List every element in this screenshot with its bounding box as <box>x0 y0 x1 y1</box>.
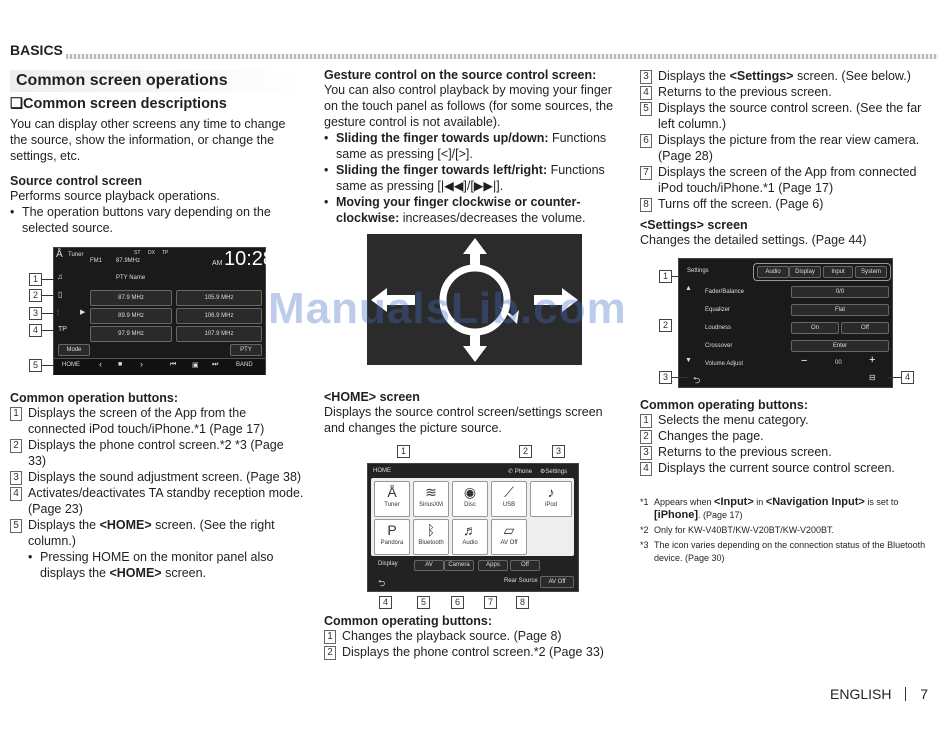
gesture-2: • Sliding the finger towards left/right: Functions same as pressing [|◀◀]/[▶▶|]. <box>324 162 624 194</box>
audio-icon: ♬ <box>463 522 477 538</box>
col3-op-3: 3 Returns to the previous screen. <box>640 444 938 460</box>
preset-1[interactable]: 87.9 MHz <box>90 290 172 306</box>
sound-icon[interactable]: ⫶ <box>57 308 59 317</box>
expand-arrow-icon[interactable]: ▶ <box>80 309 86 316</box>
ta-button[interactable]: TP <box>58 326 67 333</box>
col3-item-7: 7 Displays the screen of the App from connected iPod touch/iPhone.*1 (Page 17) <box>640 164 938 196</box>
col3-item-3: 3 Displays the <Settings> screen. (See below.) <box>640 68 938 84</box>
preset-3[interactable]: 97.9 MHz <box>90 326 172 342</box>
callout-line <box>672 276 680 277</box>
col3-op-4: 4 Displays the current source control screen. <box>640 460 938 476</box>
col3-item-6: 6 Displays the picture from the rear view camera. (Page 28) <box>640 132 938 164</box>
source-control-screen <box>53 247 275 375</box>
settings-desc: Changes the detailed settings. (Page 44) <box>640 233 867 247</box>
preset-4[interactable]: 105.9 MHz <box>176 290 262 306</box>
settings-callout-3: 3 <box>659 371 672 384</box>
home-desc: Displays the source control screen/settings screen and changes the picture source. <box>324 405 603 435</box>
col1-item-5: 5 Displays the <HOME> screen. (See the right column.) <box>10 517 305 549</box>
source-control-desc: Performs source playback operations. <box>10 189 220 203</box>
tuner-icon: Å <box>387 484 397 500</box>
col1-item-1: 1 Displays the screen of the App from the connected iPod touch/iPhone.*1 (Page 17) <box>10 405 305 437</box>
source-control-bullet: • The operation buttons vary depending on the selected source. <box>10 204 305 236</box>
tab-audio[interactable]: Audio <box>757 266 789 278</box>
apps-button[interactable]: Apps <box>478 560 508 571</box>
callout-line <box>42 330 54 331</box>
intro-text: You can display other screens any time to change the source, show the information, or change the settings, etc. <box>10 117 286 163</box>
prev-icon[interactable]: ‹ <box>99 359 102 369</box>
tab-input[interactable]: Input <box>823 266 853 278</box>
av-button[interactable]: AV <box>414 560 444 571</box>
back-icon[interactable]: ⮌ <box>693 375 701 385</box>
pty-button[interactable]: PTY <box>230 344 262 356</box>
next-icon[interactable]: › <box>140 359 143 369</box>
callout-line <box>42 365 54 366</box>
ipod-icon: ♪ <box>547 484 555 500</box>
seek-back-icon[interactable]: ⏮ <box>170 361 177 368</box>
settings-title: <Settings> screen <box>640 218 748 232</box>
col2-buttons <box>324 614 624 660</box>
home-label: HOME <box>373 468 391 474</box>
footnotes <box>640 496 938 565</box>
col3-item-4: 4 Returns to the previous screen. <box>640 84 938 100</box>
col1-item-5-bullet: • Pressing HOME on the monitor panel also displays the <HOME> screen. <box>28 549 305 581</box>
home-button[interactable]: HOME <box>62 362 80 368</box>
tab-system[interactable]: System <box>855 266 887 278</box>
tab-display[interactable]: Display <box>789 266 821 278</box>
col1-buttons <box>10 391 305 581</box>
settings-screen <box>678 258 893 388</box>
callout-5: 5 <box>29 359 42 372</box>
pty-name: PTY Name <box>116 275 146 281</box>
equalizer-value[interactable]: Flat <box>791 304 889 316</box>
gesture-1: • Sliding the finger towards up/down: Functions same as pressing [<]/[>]. <box>324 130 624 162</box>
header-rule <box>66 54 938 59</box>
page-footer <box>830 686 940 702</box>
settings-callout-2: 2 <box>659 319 672 332</box>
callout-line <box>672 377 688 378</box>
source-audio[interactable]: ♬ Audio <box>452 519 488 555</box>
source-av-off[interactable]: ▱ AV Off <box>491 519 527 555</box>
row-volume: Volume Adjust <box>705 361 744 367</box>
gesture-3: • Moving your finger clockwise or counter-clockwise: increases/decreases the volume. <box>324 194 624 226</box>
home-callout-6: 6 <box>451 596 464 609</box>
col2-item-2: 2 Displays the phone control screen.*2 (Page 33) <box>324 644 624 660</box>
language-label: ENGLISH <box>830 686 892 702</box>
rear-av-off-button[interactable]: AV Off <box>540 576 574 588</box>
watermark: ManualsLib.com <box>268 284 627 333</box>
section-title: BASICS <box>10 42 63 58</box>
satellite-icon: ≋ <box>425 484 437 500</box>
off-button[interactable]: Off <box>510 560 540 571</box>
phone-icon: ✆ <box>508 469 514 475</box>
indicator-tp: TP <box>162 250 169 256</box>
col1-item-2: 2 Displays the phone control screen.*2 *3 (Page 33) <box>10 437 305 469</box>
home-callout-2: 2 <box>519 445 532 458</box>
gesture-title: Gesture control on the source control screen: <box>324 68 597 82</box>
clock: 10:28 <box>224 248 275 270</box>
home-screen <box>367 463 579 592</box>
source-tuner[interactable]: Å Tuner <box>374 481 410 517</box>
tuner-icon: Å <box>56 249 63 260</box>
home-title: <HOME> screen <box>324 390 420 404</box>
footer-divider <box>905 687 906 701</box>
callout-1: 1 <box>29 273 42 286</box>
preset-6[interactable]: 107.9 MHz <box>176 326 262 342</box>
col2-item-1: 1 Changes the playback source. (Page 8) <box>324 628 624 644</box>
indicator-st: ST <box>134 250 141 256</box>
footnote-1: *1 Appears when <Input> in <Navigation Input> is set to [iPhone]. (Page 17) <box>640 496 899 521</box>
home-callout-3: 3 <box>552 445 565 458</box>
footnote-3: *3 The icon varies depending on the connection status of the Bluetooth device. (Page 30) <box>640 540 926 563</box>
col2-buttons-title: Common operating buttons: <box>324 614 493 628</box>
callout-line <box>42 279 54 280</box>
col3-op-2: 2 Changes the page. <box>640 428 938 444</box>
col3-buttons <box>640 398 938 476</box>
callout-3: 3 <box>29 307 42 320</box>
freq-label: 87.9MHz <box>116 258 141 264</box>
home-settings-button[interactable]: ⚙Settings <box>540 469 568 475</box>
callout-2: 2 <box>29 289 42 302</box>
settings-callout-1: 1 <box>659 270 672 283</box>
col3-op-1: 1 Selects the menu category. <box>640 412 938 428</box>
footnote-2: *2 Only for KW-V40BT/KW-V20BT/KW-V200BT. <box>640 525 835 535</box>
page-down-icon[interactable]: ▼ <box>685 357 692 364</box>
av-off-icon: ▱ <box>503 522 515 538</box>
preset-5[interactable]: 106.9 MHz <box>176 308 262 324</box>
row-equalizer: Equalizer <box>705 307 731 313</box>
page-heading: Common screen operations <box>10 70 305 92</box>
home-callout-1: 1 <box>397 445 410 458</box>
band-label: FM1 <box>90 258 102 264</box>
info-icon[interactable]: ▣ <box>192 362 199 369</box>
disc-icon: ◉ <box>463 484 477 500</box>
source-usb[interactable]: ⟋ USB <box>491 481 527 517</box>
col1-item-4: 4 Activates/deactivates TA standby reception mode. (Page 23) <box>10 485 305 517</box>
home-section <box>324 390 624 436</box>
home-callout-8: 8 <box>516 596 529 609</box>
row-fader: Fader/Balance <box>705 289 745 295</box>
home-callout-4: 4 <box>379 596 392 609</box>
col3-item-5: 5 Displays the source control screen. (See the far left column.) <box>640 100 938 132</box>
band-button[interactable]: BAND <box>236 362 253 368</box>
source-bluetooth[interactable]: ᛒ Bluetooth <box>413 519 449 555</box>
home-phone-button[interactable]: ✆ Phone <box>508 469 533 475</box>
gesture-desc: You can also control playback by moving your finger on the touch panel as follows (for some sources, the gesture control is not available). <box>324 83 614 129</box>
plus-icon[interactable]: + <box>869 354 876 366</box>
subheading: ❑Common screen descriptions <box>10 96 227 112</box>
minus-icon[interactable]: − <box>801 355 808 367</box>
page-number: 7 <box>920 686 929 702</box>
col3-buttons-title: Common operating buttons: <box>640 398 809 412</box>
section-header <box>10 42 938 60</box>
phone-icon[interactable]: ▯ <box>58 290 63 299</box>
bottom-bar <box>54 358 265 375</box>
source-ipod[interactable]: ♪ iPod <box>530 481 572 517</box>
source-control-title: Source control screen <box>10 174 142 188</box>
preset-2[interactable]: 89.9 MHz <box>90 308 172 324</box>
camera-button[interactable]: Camera <box>444 560 474 571</box>
bluetooth-icon: ᛒ <box>426 522 436 538</box>
stop-icon[interactable]: ■ <box>118 361 123 368</box>
col1-item-3: 3 Displays the sound adjustment screen. (Page 38) <box>10 469 305 485</box>
home-callout-5: 5 <box>417 596 430 609</box>
gear-icon: ⚙ <box>540 469 546 475</box>
settings-label: Settings <box>687 268 709 274</box>
loudness-off[interactable]: Off <box>841 322 889 334</box>
indicator-dx: DX <box>148 250 155 256</box>
seek-forward-icon[interactable]: ⏭ <box>212 361 219 368</box>
col1-buttons-title: Common operation buttons: <box>10 391 179 405</box>
ampm: AM <box>212 260 223 267</box>
display-label: Display <box>378 561 398 567</box>
crossover-value[interactable]: Enter <box>791 340 889 352</box>
volume-value: 00 <box>835 360 842 366</box>
row-crossover: Crossover <box>705 343 733 349</box>
home-callout-7: 7 <box>484 596 497 609</box>
source-pandora[interactable]: P Pandora <box>374 519 410 555</box>
callout-4: 4 <box>29 324 42 337</box>
col3-item-8: 8 Turns off the screen. (Page 6) <box>640 196 938 212</box>
usb-icon: ⟋ <box>504 484 514 500</box>
callout-line <box>888 377 901 378</box>
app-icon[interactable]: ♫ <box>57 272 63 281</box>
source-siriusxm[interactable]: ≋ SiriusXM <box>413 481 449 517</box>
loudness-on[interactable]: On <box>791 322 839 334</box>
mode-button[interactable]: Mode <box>58 344 90 356</box>
pandora-icon: P <box>387 522 397 538</box>
callout-line <box>42 295 54 296</box>
source-disc[interactable]: ◉ Disc <box>452 481 488 517</box>
column-3 <box>640 68 938 248</box>
rear-source-label: Rear Source <box>504 578 538 584</box>
column-1 <box>10 70 305 236</box>
checkbox-square-icon: ❑ <box>10 96 23 112</box>
row-loudness: Loudness <box>705 325 732 331</box>
fader-value[interactable]: 0/0 <box>791 286 889 298</box>
source-name: Tuner <box>68 252 84 258</box>
settings-callout-4: 4 <box>901 371 914 384</box>
source-screen-icon[interactable]: ⊟ <box>869 373 876 382</box>
callout-line <box>42 313 54 314</box>
page-up-icon[interactable]: ▲ <box>685 285 692 292</box>
back-icon[interactable]: ⮌ <box>378 578 386 588</box>
column-2 <box>324 68 624 226</box>
